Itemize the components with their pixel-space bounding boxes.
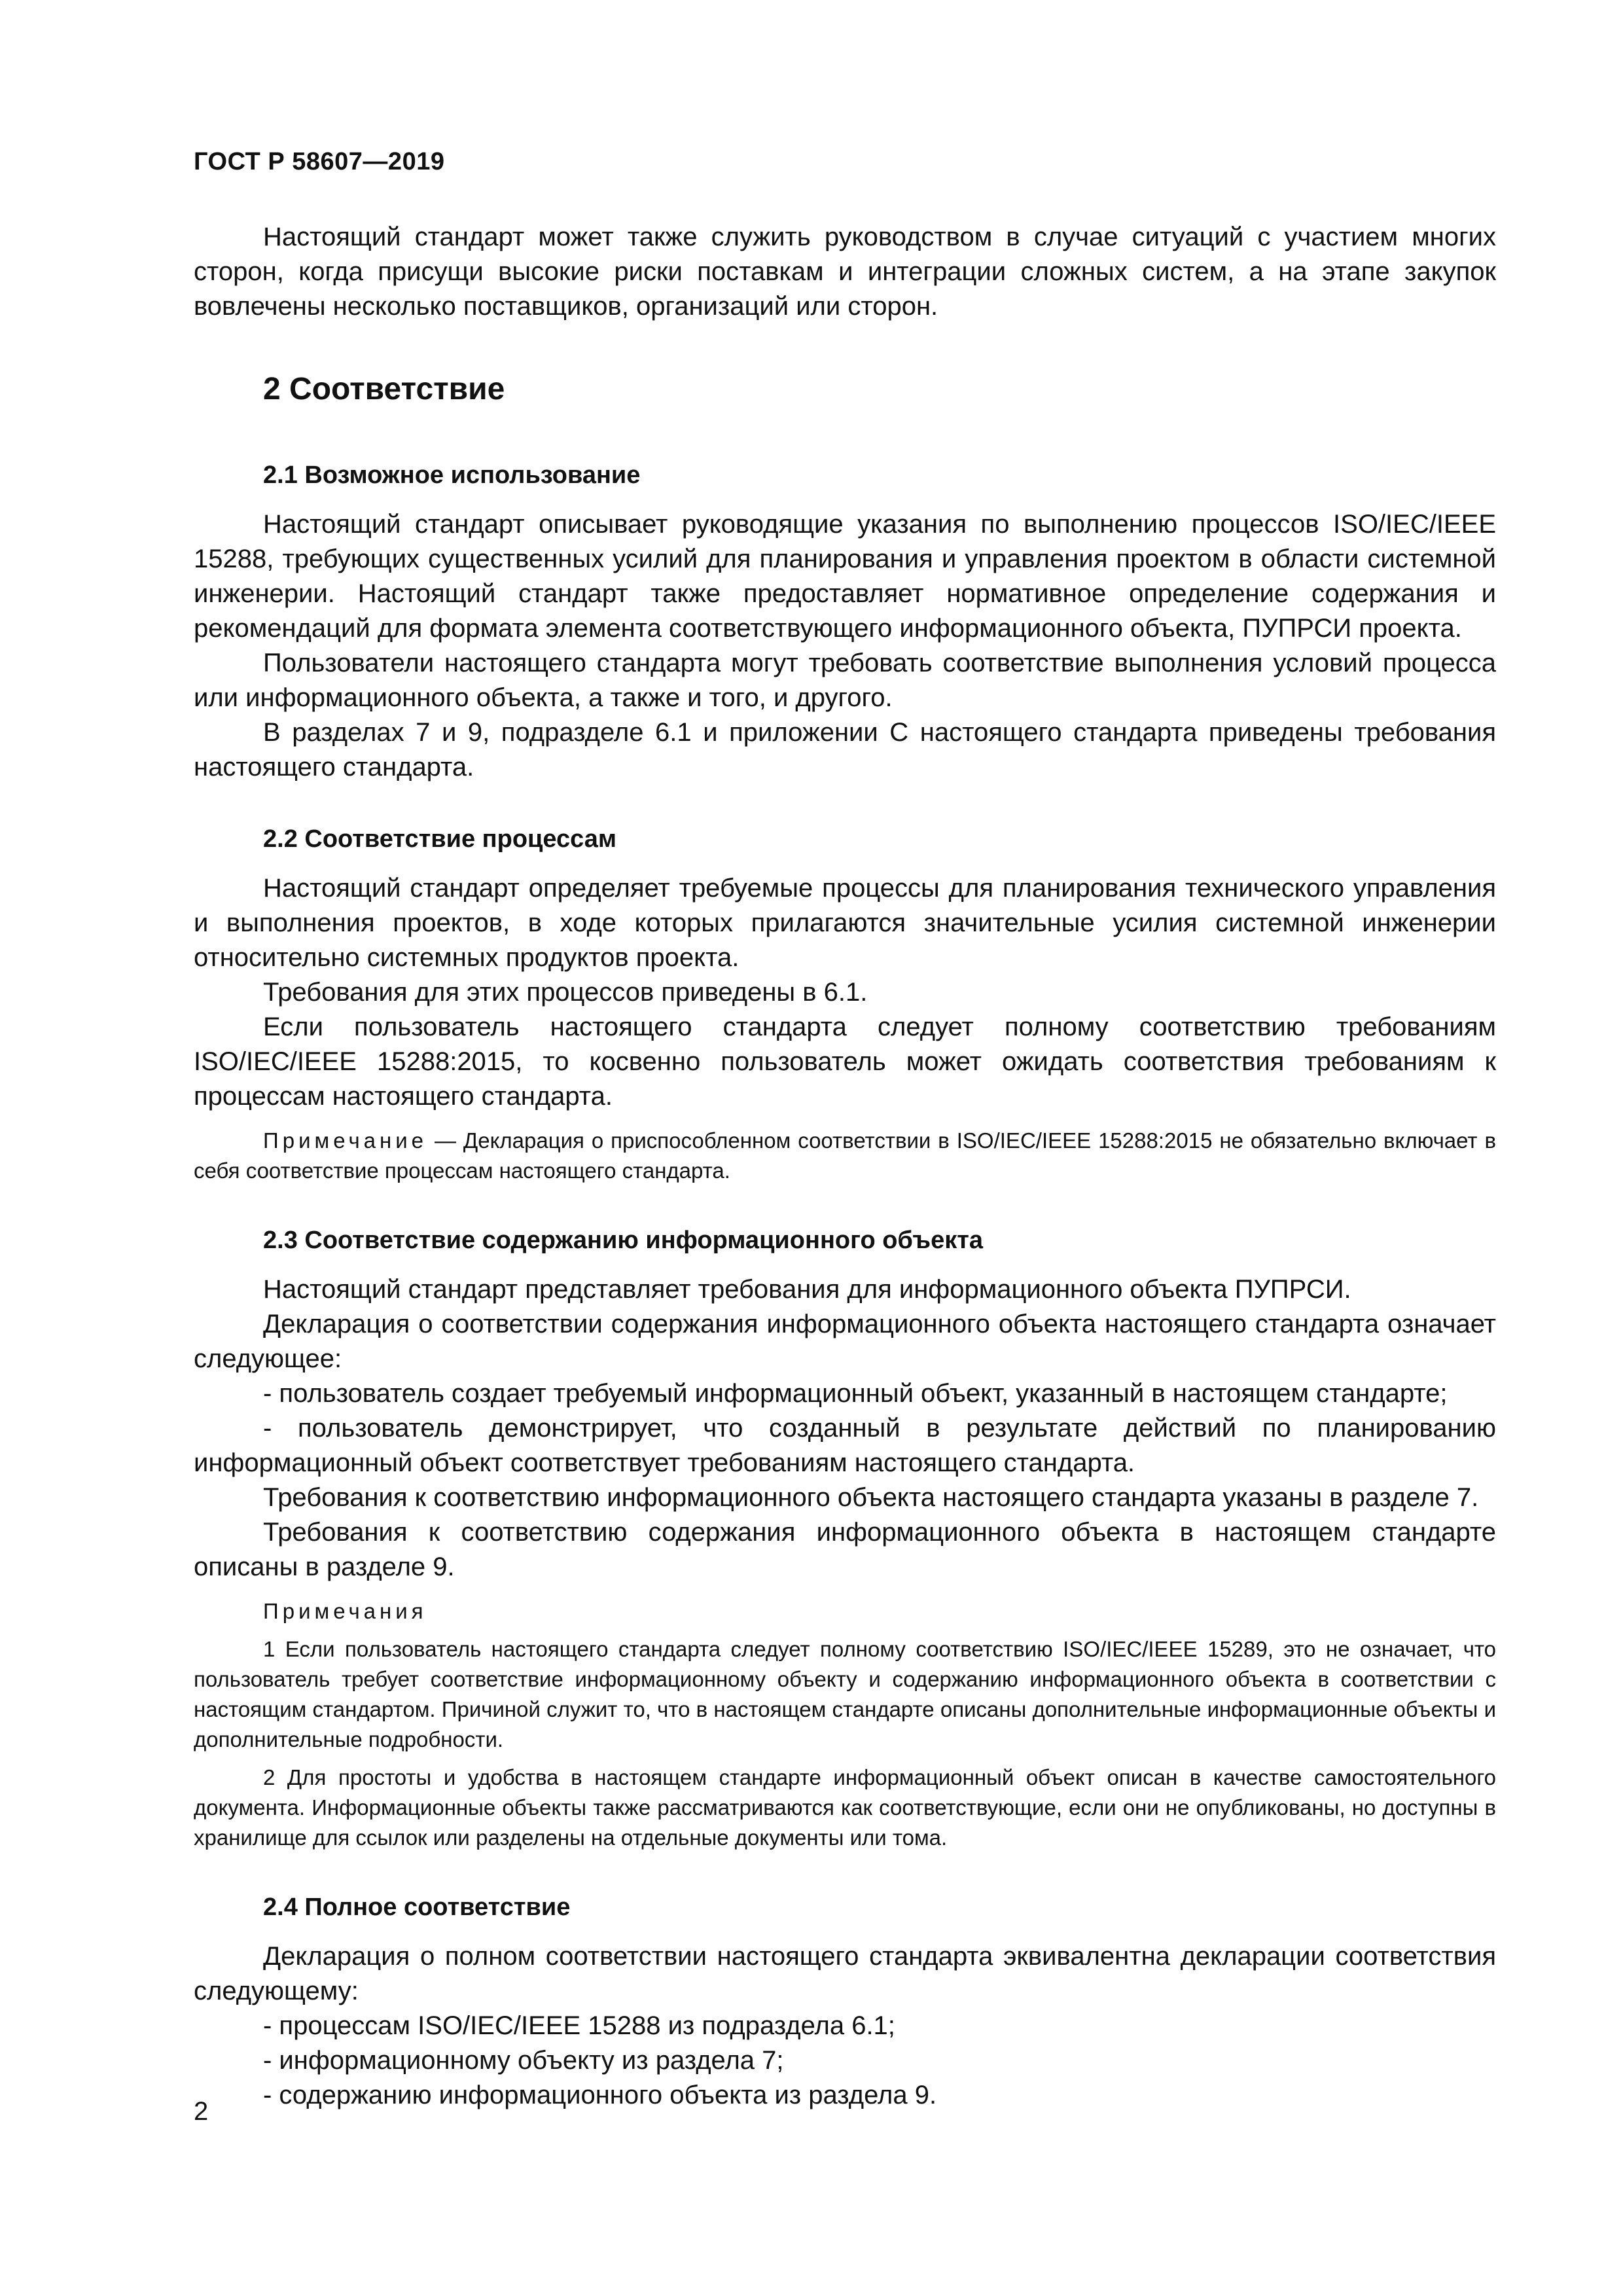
section-2-3-paragraph-2: Декларация о соответствии содержания информационного объекта настоящего стандарта означает следующее:: [194, 1310, 1496, 1373]
note-label: Примечание: [263, 1128, 428, 1153]
list-item: - информационному объекту из раздела 7;: [263, 2046, 784, 2075]
section-2-3-paragraph-4: Требования к соответствию содержания информационного объекта в настоящем стандарте описаны в разделе 9.: [194, 1518, 1496, 1581]
document-header: ГОСТ Р 58607—2019: [194, 148, 445, 175]
section-2-1-paragraph-3: В разделах 7 и 9, подразделе 6.1 и приложении С настоящего стандарта приведены требования настоящего стандарта.: [194, 718, 1496, 781]
notes-heading: Примечания: [263, 1599, 427, 1623]
section-2-2-paragraph-1: Настоящий стандарт определяет требуемые процессы для планирования технического управления и выполнения проектов, в ходе которых прилагаются значительные усилия системной инженерии относительно системных продуктов проекта.: [194, 874, 1496, 972]
section-2-3-note-1: 1 Если пользователь настоящего стандарта следует полному соответствию ISO/IEC/IEEE 15289, это не означает, что пользователь требует соответствие информационному объекту и содержанию информационного объекта в соответствии с настоящим стандартом. Причиной служит то, что в настоящем стандарте описаны дополнительные информационные объекты и дополнительные подробности.: [194, 1637, 1496, 1751]
section-2-3-paragraph-1: Настоящий стандарт представляет требования для информационного объекта ПУПРСИ.: [263, 1275, 1351, 1304]
page-number: 2: [194, 2097, 209, 2126]
list-item: - процессам ISO/IEC/IEEE 15288 из подраздела 6.1;: [263, 2011, 895, 2040]
section-2-2-title: 2.2 Соответствие процессам: [263, 825, 617, 853]
section-2-4-title: 2.4 Полное соответствие: [263, 1893, 571, 1921]
list-item: - содержанию информационного объекта из раздела 9.: [263, 2081, 937, 2109]
section-2-3-note-2: 2 Для простоты и удобства в настоящем стандарте информационный объект описан в качестве самостоятельного документа. Информационные объекты также рассматриваются как соответствующие, если они не опубликованы, но доступны в хранилище для ссылок или разделены на отдельные документы или тома.: [194, 1765, 1496, 1850]
section-2-1-paragraph-1: Настоящий стандарт описывает руководящие указания по выполнению процессов ISO/IEC/IEEE 15288, требующих существенных усилий для планирования и управления проектом в области системной инженерии. Настоящий стандарт также предоставляет нормативное определение содержания и рекомендаций для формата элемента соответствующего информационного объекта, ПУПРСИ проекта.: [194, 510, 1496, 643]
section-2-1-title: 2.1 Возможное использование: [263, 461, 641, 489]
section-2-2-paragraph-2: Требования для этих процессов приведены в 6.1.: [263, 978, 868, 1007]
list-item: - пользователь создает требуемый информационный объект, указанный в настоящем стандарте;: [263, 1379, 1448, 1408]
section-2-1-paragraph-2: Пользователи настоящего стандарта могут требовать соответствие выполнения условий процесса или информационного объекта, а также и того, и другого.: [194, 649, 1496, 712]
section-2-2-note: [194, 1126, 1496, 1186]
section-2-3-title: 2.3 Соответствие содержанию информационного объекта: [263, 1227, 983, 1254]
note-text: — Декларация о приспособленном соответствии в ISO/IEC/IEEE 15288:2015 не обязательно включает в себя соответствие процессам настоящего стандарта.: [194, 1128, 1496, 1183]
section-2-4-paragraph-1: Декларация о полном соответствии настоящего стандарта эквивалентна декларации соответствия следующему:: [194, 1942, 1496, 2005]
document-body: [194, 220, 1496, 2113]
section-2-3-paragraph-3: Требования к соответствию информационного объекта настоящего стандарта указаны в разделе 7.: [263, 1483, 1479, 1512]
section-2-2-paragraph-3: Если пользователь настоящего стандарта следует полному соответствию требованиям ISO/IEC/IEEE 15288:2015, то косвенно пользователь может ожидать соответствия требованиям к процессам настоящего стандарта.: [194, 1013, 1496, 1111]
section-2-title: 2 Соответствие: [263, 372, 505, 406]
list-item: - пользователь демонстрирует, что созданный в результате действий по планированию информационный объект соответствует требованиям настоящего стандарта.: [194, 1414, 1496, 1477]
intro-paragraph: Настоящий стандарт может также служить руководством в случае ситуаций с участием многих сторон, когда присущи высокие риски поставкам и интеграции сложных систем, а на этапе закупок вовлечены несколько поставщиков, организаций или сторон.: [194, 223, 1496, 321]
